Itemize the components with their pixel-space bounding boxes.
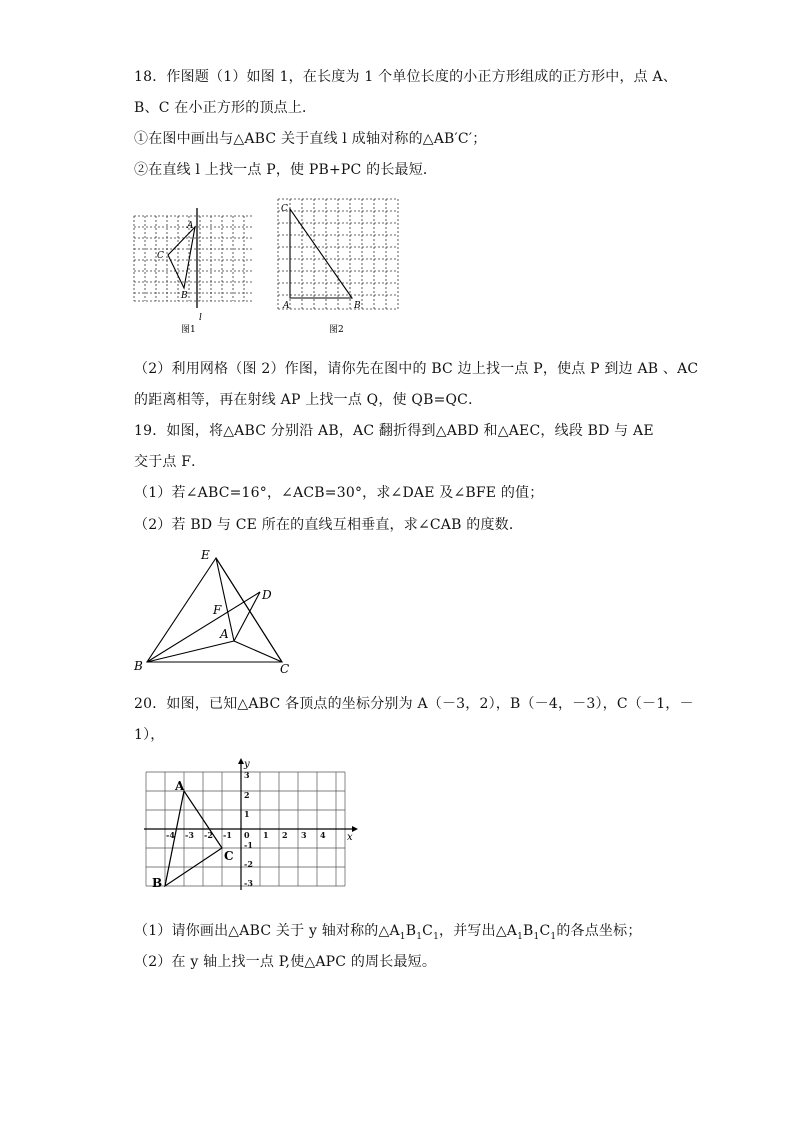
- fig1-label-c: C: [157, 251, 164, 261]
- q20-label-a: A: [175, 779, 185, 793]
- q20-line3-post: 的各点坐标；: [556, 923, 642, 939]
- q19-label-c: C: [280, 662, 290, 676]
- axis-x-label: x: [347, 832, 353, 843]
- q19-label-e: E: [201, 548, 210, 562]
- letter-b: B: [523, 923, 534, 939]
- q18-line3: ①在图中画出与△ABC 关于直线 l 成轴对称的△AB′C′；: [134, 131, 487, 147]
- fig2-caption: 图2: [329, 325, 344, 335]
- x-tick: -1: [223, 830, 232, 840]
- q18-line5: （2）利用网格（图 2）作图，请你先在图中的 BC 边上找一点 P，使点 P 到边 AB 、AC: [134, 361, 699, 377]
- fig1-label-a: A: [187, 221, 194, 231]
- figure-q19: [130, 545, 300, 677]
- q18-line6: 的距离相等，再在射线 AP 上找一点 Q，使 QB=QC．: [134, 392, 483, 408]
- q20-line4: （2）在 y 轴上找一点 P,使△APC 的周长最短。: [134, 954, 437, 970]
- y-tick: 3: [244, 770, 250, 780]
- sub-1: 1: [533, 931, 540, 942]
- letter-c: C: [422, 923, 434, 939]
- fig1-label-l: l: [199, 313, 202, 323]
- sub-1: 1: [517, 931, 524, 942]
- q19-line3: （1）若∠ABC=16°，∠ACB=30°，求∠DAE 及∠BFE 的值；: [134, 485, 544, 501]
- origin-label: 0: [244, 830, 250, 840]
- sub-1: 1: [399, 931, 406, 942]
- q20-line3-pre: （1）请你画出△ABC 关于 y 轴对称的△A: [134, 923, 400, 939]
- q20-label-c: C: [224, 849, 234, 863]
- x-tick: -2: [204, 830, 213, 840]
- x-tick: 2: [282, 830, 288, 840]
- y-tick: -3: [244, 878, 253, 888]
- y-tick: -2: [244, 859, 253, 869]
- fig1-caption: 图1: [181, 325, 196, 335]
- y-tick: 1: [244, 809, 250, 819]
- q18-line4: ②在直线 l 上找一点 P，使 PB+PC 的长最短．: [134, 162, 438, 178]
- x-tick: -4: [166, 830, 175, 840]
- q20-line1: 20．如图，已知△ABC 各顶点的坐标分别为 A（－3，2），B（－4，－3），C（－1，－: [134, 696, 694, 712]
- sub-1: 1: [416, 931, 423, 942]
- q19-label-d: D: [262, 588, 272, 602]
- figure-2: [274, 195, 404, 340]
- x-axis-arrow: [352, 826, 358, 832]
- q19-label-a: A: [220, 627, 229, 641]
- q19-line4: （2）若 BD 与 CE 所在的直线互相垂直，求∠CAB 的度数．: [134, 517, 524, 533]
- x-tick: 3: [301, 830, 307, 840]
- q19-line2: 交于点 F．: [134, 454, 206, 470]
- q20-label-b: B: [152, 876, 163, 890]
- axis-y-label: y: [244, 759, 250, 770]
- q20-line3: [134, 920, 642, 942]
- x-tick: -3: [185, 830, 194, 840]
- sub-1: 1: [433, 931, 440, 942]
- q19-label-f: F: [213, 603, 222, 617]
- letter-c: C: [539, 923, 551, 939]
- q19-line1: 19．如图，将△ABC 分别沿 AB，AC 翻折得到△ABD 和△AEC，线段 BD 与 AE: [134, 423, 654, 439]
- sub-1: 1: [550, 931, 557, 942]
- x-tick: 4: [320, 830, 326, 840]
- fig1-label-b: B: [181, 291, 188, 301]
- fig2-label-c: C: [281, 204, 288, 214]
- triangle-abc-fig2: [290, 209, 352, 298]
- q18-line1: 18．作图题（1）如图 1，在长度为 1 个单位长度的小正方形组成的正方形中，点 A、: [134, 69, 678, 85]
- q18-line2: B、C 在小正方形的顶点上．: [134, 100, 317, 116]
- q20-line2: 1），: [134, 727, 165, 743]
- y-tick: -1: [244, 840, 253, 850]
- q19-label-b: B: [134, 659, 143, 673]
- x-tick: 1: [263, 830, 269, 840]
- q20-line3-mid: ，并写出△A: [439, 923, 518, 939]
- letter-b: B: [405, 923, 417, 939]
- figure-1: [128, 208, 258, 338]
- fig2-label-b: B: [354, 301, 361, 311]
- fig2-label-a: A: [283, 301, 290, 311]
- triangle-abc: [168, 227, 195, 288]
- y-tick: 2: [244, 790, 250, 800]
- figure-q20: [140, 758, 370, 893]
